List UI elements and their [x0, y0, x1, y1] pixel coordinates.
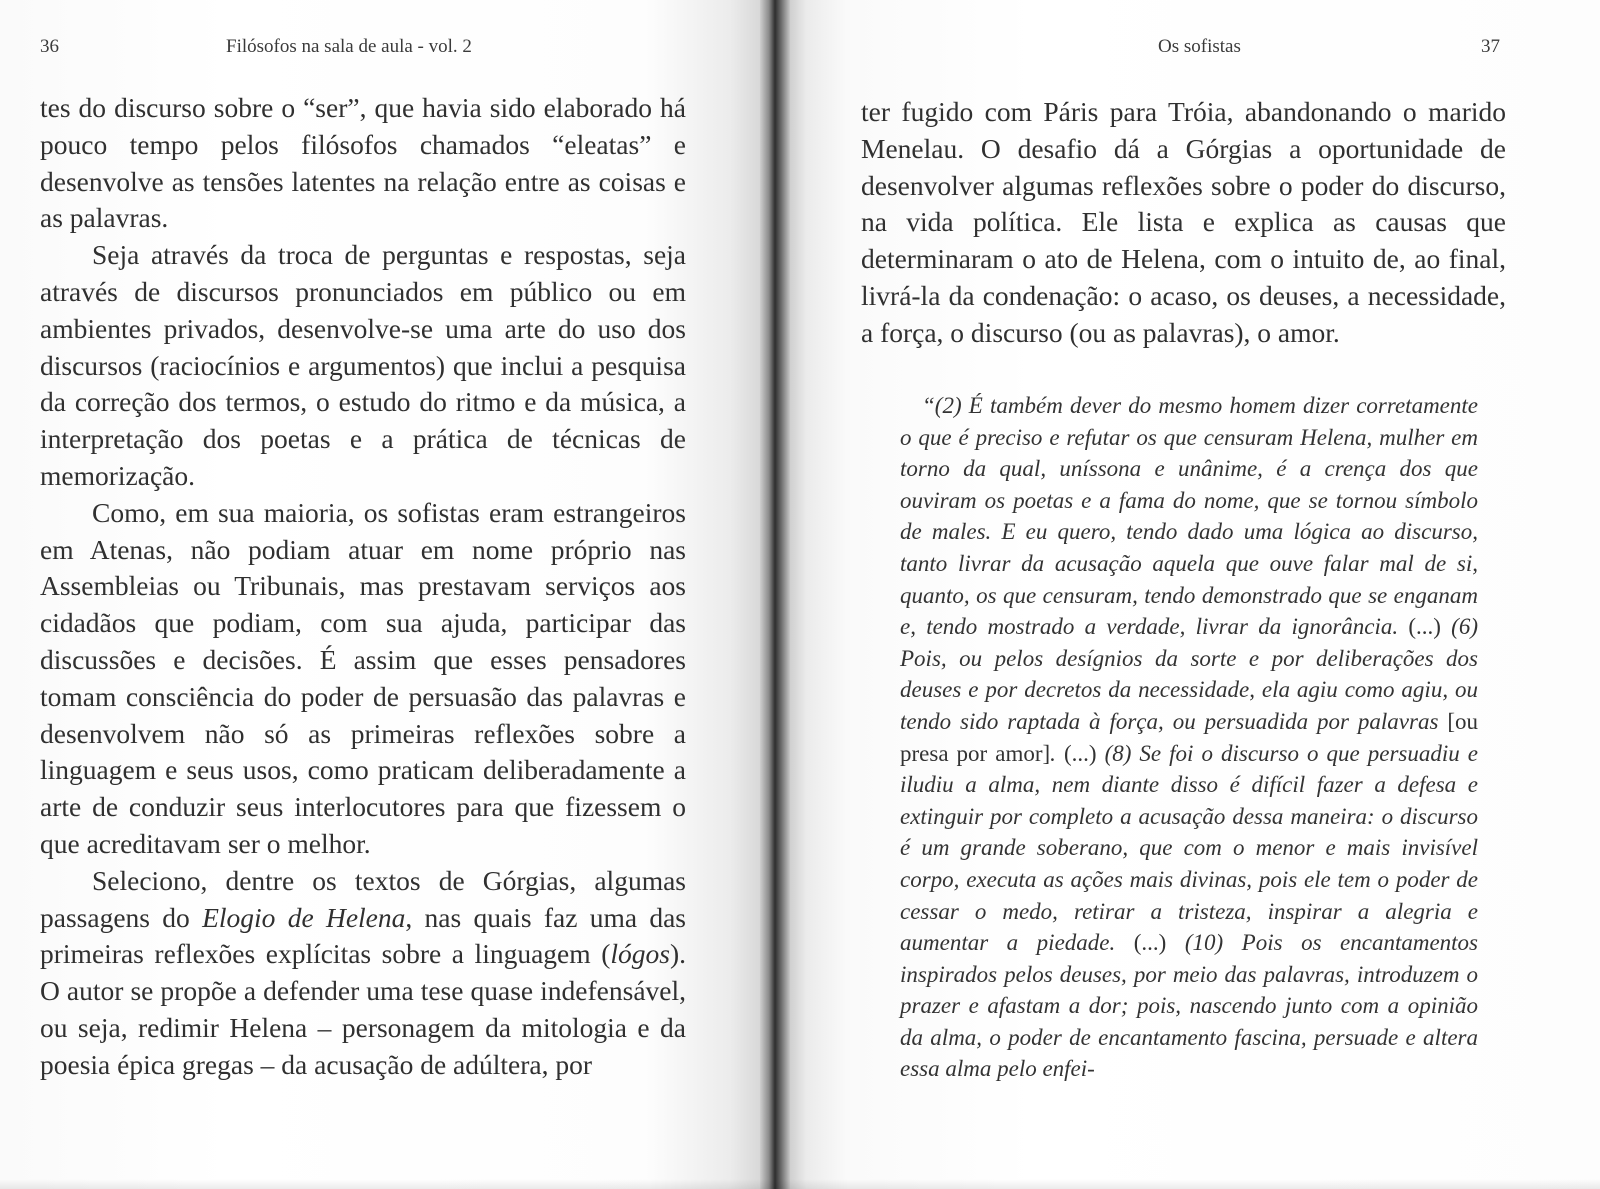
- quote-part-2: (6) Pois, ou pelos desígnios da sorte e por deliberações dos deuses e por decretos da necessidade, ela agiu como agiu, ou tendo sido raptada à força, ou persuadida por palavras: [900, 614, 1478, 734]
- left-paragraph-4-part-3: ). O autor se propõe a defender uma tese quase indefensável, ou seja, redimir Helena – personagem da mitologia e da poesia épica gregas – da acusação de adúltera, por: [40, 938, 686, 1080]
- left-paragraph-4-part-1: Seleciono, dentre os textos de Górgias, algumas passagens do: [40, 864, 686, 933]
- right-page: [790, 0, 1600, 1189]
- quote-part-3: .: [1050, 740, 1064, 766]
- left-paragraph-3: Como, em sua maioria, os sofistas eram estrangeiros em Atenas, não podiam atuar em nome próprio nas Assembleias ou Tribunais, mas prestavam serviços aos cidadãos que podiam, com sua ajuda, participar das discussões e decisões. É assim que esses pensadores tomam consciência do poder de persuasão das palavras e desenvolvem não só as primeiras reflexões sobre a linguagem e seus usos, como praticam deliberadamente a arte de conduzir seus interlocutores para que fizessem o que acreditavam ser o melhor.: [40, 496, 686, 859]
- gorgias-quote: [900, 390, 1478, 1085]
- right-paragraph-1: ter fugido com Páris para Tróia, abandonando o marido Menelau. O desafio dá a Górgias a oportunidade de desenvolver algumas reflexões sobre o poder do discurso, na vida política. Ele lista e explica as causas que determinaram o ato de Helena, com o intuito de, ao final, livrá-la da condenação: o acaso, os deuses, a necessidade, a força, o discurso (ou as palavras), o amor.: [861, 96, 1506, 348]
- left-page-number: 36: [40, 36, 59, 57]
- page-bottom-shadow: [0, 1179, 1600, 1189]
- right-running-head: Os sofistas: [1158, 36, 1241, 57]
- quote-bracket-insert: [ou presa por amor]: [900, 708, 1478, 766]
- right-page-number: 37: [1481, 36, 1500, 57]
- quote-paragraph: [900, 390, 1478, 1085]
- left-body-text: [40, 90, 686, 1084]
- quote-part-4: (8) Se foi o discurso o que persuadiu e iludiu a alma, nem diante disso é difícil fazer a defesa e extinguir por completo a acusação dessa maneira: o discurso é um grande soberano, que com o menor e mais invisível corpo, executa as ações mais divinas, pois ele tem o poder de cessar o medo, retirar a tristeza, inspirar a alegria e aumentar a piedade.: [900, 740, 1478, 956]
- left-paragraph-4: [40, 863, 686, 1084]
- left-paragraph-1: tes do discurso sobre o “ser”, que havia sido elaborado há pouco tempo pelos filósofos chamados “eleatas” e desenvolve as tensões latentes na relação entre as coisas e as palavras.: [40, 92, 686, 234]
- left-paragraph-2: Seja através da troca de perguntas e respostas, seja através de discursos pronunciados em público ou em ambientes privados, desenvolve-se uma arte do uso dos discursos (raciocínios e argumentos) que inclui a pesquisa da correção dos termos, o estudo do ritmo e da música, a interpretação dos poetas e a prática de técnicas de memorização.: [40, 239, 686, 491]
- book-title: Elogio de Helena: [202, 901, 406, 933]
- quote-part-5: (10) Pois os encantamentos inspirados pelos deuses, por meio das palavras, introduzem o prazer e afastam a dor; pois, nascendo junto com a opinião da alma, o poder de encantamento fascina, persuade e altera essa alma pelo enfei-: [900, 930, 1478, 1082]
- quote-ellipsis-1: (...): [1408, 614, 1441, 640]
- quote-part-1: “(2) É também dever do mesmo homem dizer corretamente o que é preciso e refutar os que censuram Helena, mulher em torno da qual, uníssona e unânime, é a crença dos que ouviram os poetas e a fama do nome, que se tornou símbolo de males. E eu quero, tendo dado uma lógica ao discurso, tanto livrar da acusação aquela que ouve falar mal de si, quanto, os que censuram, tendo demonstrado que se enganam e, tendo mostrado a verdade, livrar da ignorância.: [900, 393, 1478, 640]
- left-page: [0, 0, 760, 1189]
- quote-ellipsis-2: (...): [1063, 740, 1097, 766]
- right-body-text: [861, 94, 1506, 352]
- book-gutter: [760, 0, 790, 1189]
- left-running-head: Filósofos na sala de aula - vol. 2: [226, 36, 472, 57]
- greek-term: lógos: [610, 938, 670, 970]
- quote-ellipsis-3: (...): [1133, 930, 1167, 956]
- left-paragraph-4-part-2: , nas quais faz uma das primeiras reflexões explícitas sobre a linguagem (: [40, 901, 687, 970]
